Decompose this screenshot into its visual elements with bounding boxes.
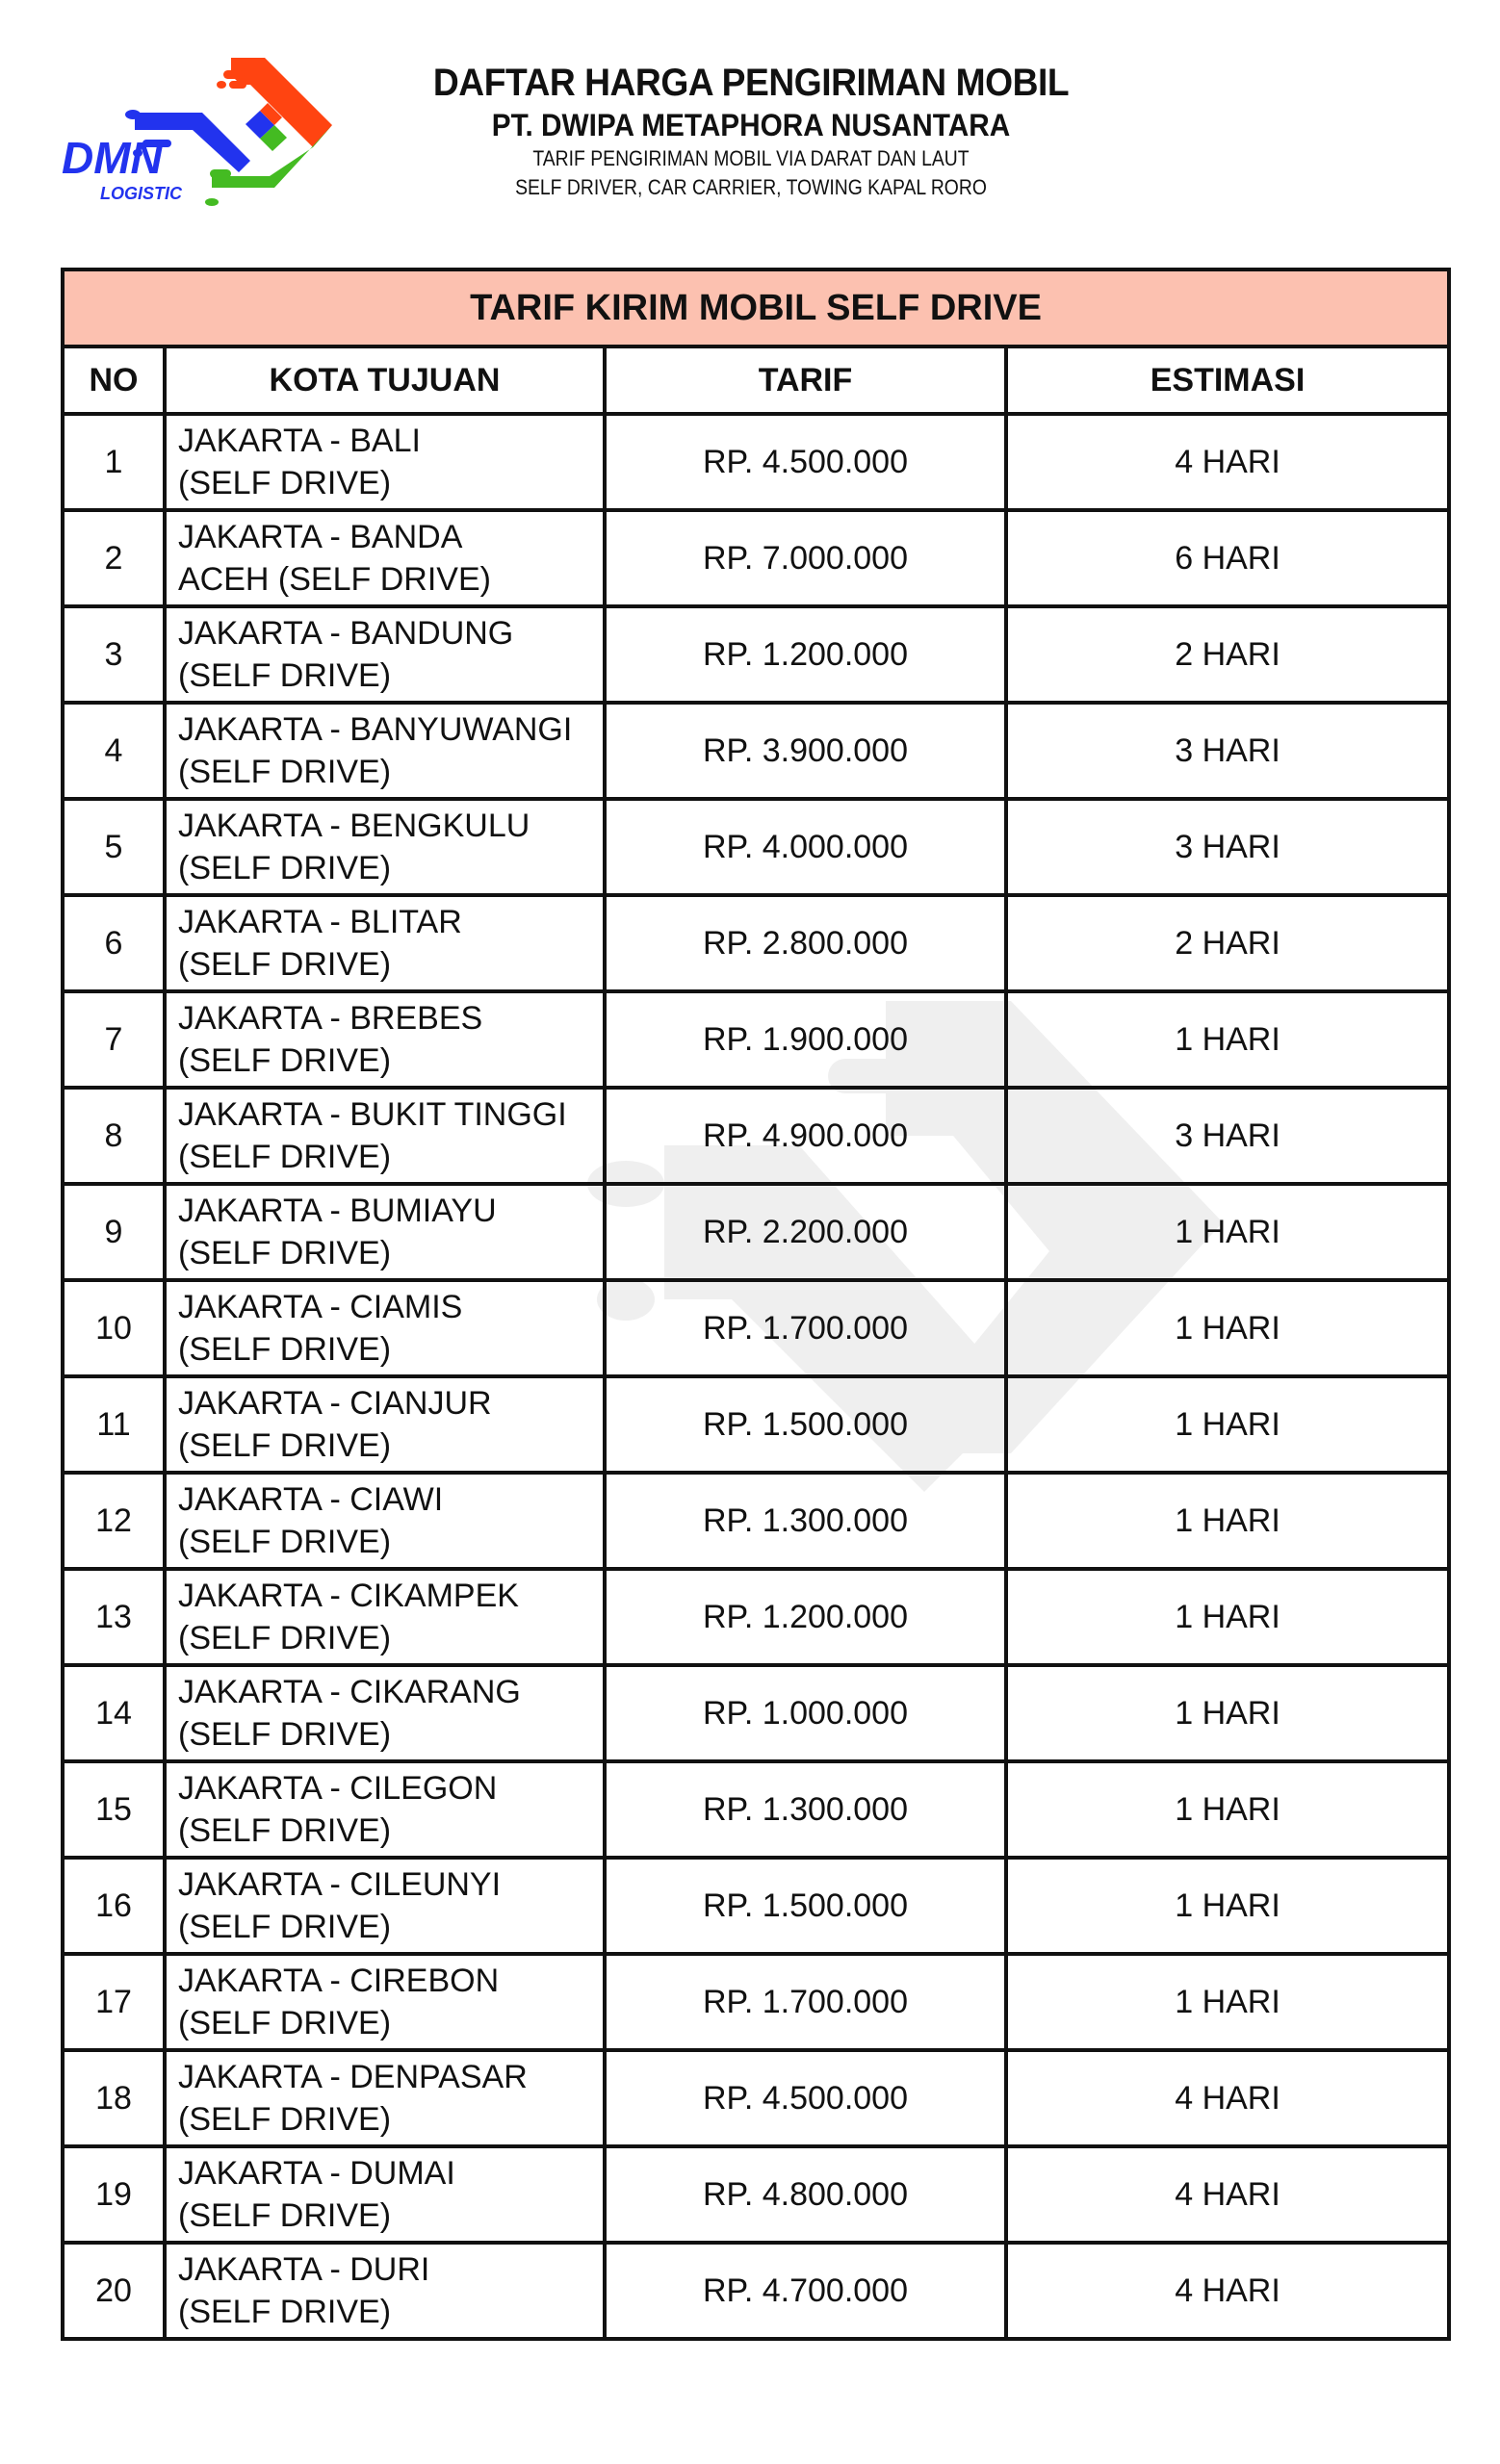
destination-line-1: JAKARTA - CIAWI (178, 1481, 444, 1518)
row-number: 13 (63, 1569, 165, 1665)
destination-cell (165, 1376, 605, 1473)
destination-line-1: JAKARTA - BENGKULU (178, 808, 530, 844)
estimate-cell: 1 HARI (1006, 1858, 1449, 1954)
tariff-cell: RP. 1.900.000 (605, 991, 1006, 1088)
estimate-cell: 1 HARI (1006, 1280, 1449, 1376)
estimate-cell: 4 HARI (1006, 2243, 1449, 2339)
tariff-cell: RP. 1.700.000 (605, 1954, 1006, 2050)
table-row (63, 606, 1449, 703)
destination-cell (165, 991, 605, 1088)
tariff-cell: RP. 1.200.000 (605, 1569, 1006, 1665)
estimate-cell: 4 HARI (1006, 2146, 1449, 2243)
estimate-cell: 1 HARI (1006, 1665, 1449, 1761)
document-title: DAFTAR HARGA PENGIRIMAN MOBIL (432, 62, 1070, 104)
subtitle-line-2: SELF DRIVER, CAR CARRIER, TOWING KAPAL RORO (515, 175, 987, 199)
estimate-cell: 1 HARI (1006, 1473, 1449, 1569)
destination-cell (165, 1088, 605, 1184)
column-header-no: NO (63, 346, 165, 414)
destination-cell (165, 799, 605, 895)
destination-line-1: JAKARTA - CIREBON (178, 1963, 500, 1999)
destination-cell (165, 1858, 605, 1954)
destination-line-2: (SELF DRIVE) (178, 2005, 392, 2041)
destination-line-1: JAKARTA - BUMIAYU (178, 1193, 497, 1229)
tariff-cell: RP. 4.500.000 (605, 2050, 1006, 2146)
destination-line-2: (SELF DRIVE) (178, 657, 392, 694)
tariff-cell: RP. 3.900.000 (605, 703, 1006, 799)
tariff-cell: RP. 4.900.000 (605, 1088, 1006, 1184)
destination-line-1: JAKARTA - BUKIT TINGGI (178, 1096, 567, 1133)
row-number: 10 (63, 1280, 165, 1376)
row-number: 17 (63, 1954, 165, 2050)
destination-cell (165, 414, 605, 510)
destination-line-1: JAKARTA - CIAMIS (178, 1289, 463, 1325)
subtitle-line-1: TARIF PENGIRIMAN MOBIL VIA DARAT DAN LAUT (532, 146, 970, 170)
destination-cell (165, 1569, 605, 1665)
column-header-kota-tujuan: KOTA TUJUAN (165, 346, 605, 414)
tariff-cell: RP. 2.200.000 (605, 1184, 1006, 1280)
destination-line-2: (SELF DRIVE) (178, 946, 392, 983)
table-row (63, 1088, 1449, 1184)
company-name: PT. DWIPA METAPHORA NUSANTARA (491, 108, 1011, 142)
tariff-cell: RP. 1.500.000 (605, 1858, 1006, 1954)
tariff-cell: RP. 2.800.000 (605, 895, 1006, 991)
estimate-cell: 2 HARI (1006, 895, 1449, 991)
destination-line-2: (SELF DRIVE) (178, 1331, 392, 1368)
tariff-table (61, 268, 1451, 2341)
table-row (63, 2050, 1449, 2146)
logo-wordmark: DMN (62, 133, 163, 183)
destination-line-1: JAKARTA - CIANJUR (178, 1385, 492, 1422)
destination-line-2: (SELF DRIVE) (178, 1812, 392, 1849)
tariff-cell: RP. 4.000.000 (605, 799, 1006, 895)
row-number: 1 (63, 414, 165, 510)
row-number: 20 (63, 2243, 165, 2339)
destination-cell (165, 510, 605, 606)
table-row (63, 1761, 1449, 1858)
table-row (63, 414, 1449, 510)
destination-line-1: JAKARTA - BANDUNG (178, 615, 514, 652)
destination-cell (165, 1184, 605, 1280)
row-number: 6 (63, 895, 165, 991)
destination-line-2: (SELF DRIVE) (178, 2294, 392, 2330)
dmn-logistic-logo (58, 53, 347, 226)
destination-cell (165, 895, 605, 991)
tariff-cell: RP. 7.000.000 (605, 510, 1006, 606)
table-row (63, 1665, 1449, 1761)
destination-cell (165, 2146, 605, 2243)
row-number: 4 (63, 703, 165, 799)
destination-line-2: (SELF DRIVE) (178, 1427, 392, 1464)
destination-cell (165, 2243, 605, 2339)
table-row (63, 1858, 1449, 1954)
column-header-tarif: TARIF (605, 346, 1006, 414)
destination-line-2: ACEH (SELF DRIVE) (178, 561, 491, 598)
tariff-cell: RP. 1.500.000 (605, 1376, 1006, 1473)
destination-line-1: JAKARTA - CIKARANG (178, 1674, 521, 1710)
estimate-cell: 3 HARI (1006, 799, 1449, 895)
destination-line-2: (SELF DRIVE) (178, 2101, 392, 2138)
estimate-cell: 1 HARI (1006, 1184, 1449, 1280)
tariff-cell: RP. 1.700.000 (605, 1280, 1006, 1376)
estimate-cell: 1 HARI (1006, 1569, 1449, 1665)
estimate-cell: 4 HARI (1006, 414, 1449, 510)
estimate-cell: 1 HARI (1006, 991, 1449, 1088)
tariff-cell: RP. 1.300.000 (605, 1761, 1006, 1858)
destination-line-1: JAKARTA - CIKAMPEK (178, 1578, 519, 1614)
tariff-cell: RP. 1.000.000 (605, 1665, 1006, 1761)
destination-line-2: (SELF DRIVE) (178, 1235, 392, 1271)
table-title: TARIF KIRIM MOBIL SELF DRIVE (63, 270, 1449, 346)
row-number: 7 (63, 991, 165, 1088)
row-number: 18 (63, 2050, 165, 2146)
estimate-cell: 3 HARI (1006, 703, 1449, 799)
row-number: 15 (63, 1761, 165, 1858)
tariff-cell: RP. 4.500.000 (605, 414, 1006, 510)
destination-line-1: JAKARTA - BLITAR (178, 904, 462, 940)
destination-cell (165, 2050, 605, 2146)
destination-cell (165, 1473, 605, 1569)
estimate-cell: 2 HARI (1006, 606, 1449, 703)
destination-cell (165, 1761, 605, 1858)
logo-subtext: LOGISTIC (100, 184, 182, 203)
row-number: 5 (63, 799, 165, 895)
estimate-cell: 1 HARI (1006, 1761, 1449, 1858)
table-row (63, 2243, 1449, 2339)
table-row (63, 2146, 1449, 2243)
destination-line-1: JAKARTA - BREBES (178, 1000, 483, 1037)
destination-cell (165, 1280, 605, 1376)
table-row (63, 1280, 1449, 1376)
table-row (63, 1184, 1449, 1280)
table-row (63, 895, 1449, 991)
estimate-cell: 1 HARI (1006, 1376, 1449, 1473)
column-header-estimasi: ESTIMASI (1006, 346, 1449, 414)
row-number: 16 (63, 1858, 165, 1954)
table-row (63, 1954, 1449, 2050)
destination-line-2: (SELF DRIVE) (178, 1620, 392, 1656)
destination-line-1: JAKARTA - DENPASAR (178, 2059, 528, 2095)
destination-cell (165, 703, 605, 799)
tariff-cell: RP. 1.200.000 (605, 606, 1006, 703)
row-number: 19 (63, 2146, 165, 2243)
tariff-cell: RP. 1.300.000 (605, 1473, 1006, 1569)
table-row (63, 510, 1449, 606)
destination-line-2: (SELF DRIVE) (178, 1042, 392, 1079)
estimate-cell: 4 HARI (1006, 2050, 1449, 2146)
estimate-cell: 1 HARI (1006, 1954, 1449, 2050)
table-row (63, 1473, 1449, 1569)
row-number: 11 (63, 1376, 165, 1473)
document-header (366, 60, 1136, 202)
destination-line-1: JAKARTA - CILEGON (178, 1770, 498, 1807)
row-number: 9 (63, 1184, 165, 1280)
destination-line-2: (SELF DRIVE) (178, 754, 392, 790)
row-number: 2 (63, 510, 165, 606)
destination-line-2: (SELF DRIVE) (178, 1139, 392, 1175)
table-row (63, 703, 1449, 799)
destination-line-2: (SELF DRIVE) (178, 465, 392, 501)
destination-line-1: JAKARTA - BANYUWANGI (178, 711, 573, 748)
destination-line-1: JAKARTA - CILEUNYI (178, 1866, 502, 1903)
row-number: 12 (63, 1473, 165, 1569)
table-row (63, 799, 1449, 895)
estimate-cell: 3 HARI (1006, 1088, 1449, 1184)
destination-line-2: (SELF DRIVE) (178, 2197, 392, 2234)
row-number: 14 (63, 1665, 165, 1761)
destination-line-1: JAKARTA - BANDA (178, 519, 463, 555)
destination-line-1: JAKARTA - DURI (178, 2251, 430, 2288)
destination-line-2: (SELF DRIVE) (178, 850, 392, 886)
row-number: 8 (63, 1088, 165, 1184)
destination-cell (165, 606, 605, 703)
destination-line-2: (SELF DRIVE) (178, 1716, 392, 1753)
destination-line-2: (SELF DRIVE) (178, 1909, 392, 1945)
destination-line-2: (SELF DRIVE) (178, 1524, 392, 1560)
destination-line-1: JAKARTA - BALI (178, 423, 421, 459)
table-row (63, 1376, 1449, 1473)
destination-cell (165, 1665, 605, 1761)
table-row (63, 991, 1449, 1088)
table-row (63, 1569, 1449, 1665)
tariff-cell: RP. 4.800.000 (605, 2146, 1006, 2243)
tariff-cell: RP. 4.700.000 (605, 2243, 1006, 2339)
destination-cell (165, 1954, 605, 2050)
row-number: 3 (63, 606, 165, 703)
estimate-cell: 6 HARI (1006, 510, 1449, 606)
destination-line-1: JAKARTA - DUMAI (178, 2155, 455, 2192)
